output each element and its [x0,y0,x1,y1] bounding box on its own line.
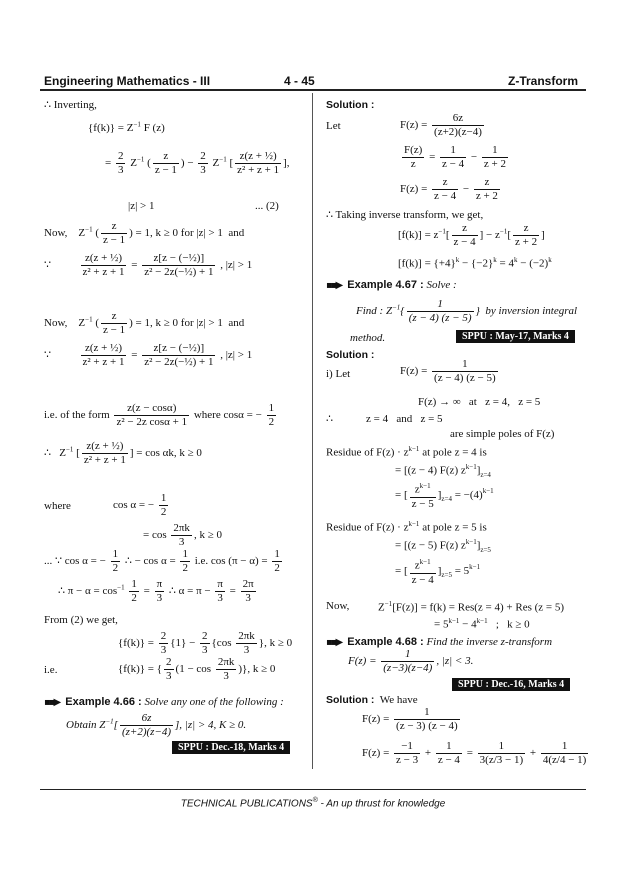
sppu-badge-may-17: SPPU : May-17, Marks 4 [456,330,575,343]
since-line-2: ∵ $\frac{\text{z(z + ½)}}{\text{z² + z + 1}}$ = $\frac{\text{z[z − (−½)]}}{\text{z² − 2z(−½) + 1}}$ , |z| > 1 [44,342,253,368]
sppu-badge-dec-18: SPPU : Dec.-18, Marks 4 [172,741,290,754]
method-text: method. [350,332,386,344]
residue-z4-step2: = [ $\frac{z^{k-1}}{z - 5}$ ]$_{z=4} = -(4)^{k-1}$ [395,482,494,510]
r-eq-fz: F(z) = $\frac{6z}{(z+2)(z-4)}$ [400,112,482,138]
r-eq-inverse-sum: $Z^{-1}[F(z)] = f(k) = Res(z = 4)$ + Res (z = 5) [378,600,565,614]
example-4-68-fz: F(z) = $\frac{1}{(z-3)(z-4)}$ , |z| < 3. [348,648,474,674]
residue-z5-step2: = [ $\frac{z^{k-1}}{z - 4}$ ]$_{z=5} = 5^{k-1}$ [395,558,481,586]
equation-split: = $\frac{2}{3}$ $Z^{-1}$ ( $\frac{z}{z - 1}$ ) − $\frac{2}{3}$ $Z^{-1}$ [ $\frac{\text{z(z + ½)}}{\text{z² + z + 1}}$ ], [105,150,290,176]
pi-alpha-line: ∴ $\pi - \alpha = \cos^{-1}$ $\frac{1}{2}$ = $\frac{\pi}{3}$ ∴ α = π − $\frac{\pi}{3}$ = $\frac{2\pi}{3}$ [58,578,254,604]
solution-heading-2: Solution : [326,349,375,361]
condition-z-gt-1: |z| > 1 [128,200,155,212]
sppu-badge-dec-16: SPPU : Dec.-16, Marks 4 [452,678,570,691]
residue-z4-step1: = [(z − 4) F(z) $z^{k-1}]_{z=4}$ [395,463,491,479]
footer-rule [40,789,586,790]
residue-z4-line: Residue of $F(z) \cdot z^{k-1}$ at pole z = 4 is [326,445,487,459]
chapter-title: Z-Transform [508,74,579,88]
simple-poles-text: are simple poles of F(z) [450,428,555,440]
from-2-line: From (2) we get, [44,614,118,626]
residue-z5-line: Residue of $F(z) \cdot z^{k-1}$ at pole z = 5 is [326,520,487,534]
example-4-66-obtain: Obtain $Z^{-1}$[ $\frac{6z}{(z+2)(z-4)}$ ], |z| > 4, K ≥ 0. [66,712,247,738]
r-eq-fz-2: F(z) = $\frac{1}{(z - 4) (z - 5)}$ [400,358,496,384]
r-eq-fz-over-z: $\frac{F(z)}{z}$ = $\frac{1}{z - 4}$ − $\frac{1}{z + 2}$ [404,144,506,170]
residue-z5-step1: = [(z − 5) F(z) $z^{k-1}]_{z=5}$ [395,538,491,554]
publisher-name: TECHNICAL PUBLICATIONS [180,798,313,810]
cos-alpha-line: cos α = − $\frac{1}{2}$ [113,492,167,518]
example-4-67-find: Find : $Z^{-1}${ $\frac{1}{(z - 4) (z - 5)}$ } by inversion integral [356,298,578,324]
r-eq-fz-3: F(z) = $\frac{1}{(z - 3) (z - 4)}$ [362,706,458,732]
example-4-66: ▪▪▶ Example 4.66 : Solve any one of the following : [44,696,284,708]
equation-fk-inverse [88,120,165,134]
footer [0,797,626,809]
form-line: i.e. of the form $\frac{z(z - \cos\alpha)}{\text{z² − 2z cosα + 1}}$ where cosα = − $\frac{1}{2}$ [44,402,275,428]
now-line-1: Now, $Z^{-1}$ ( $\frac{z}{z - 1}$ ) = 1, k ≥ 0 for |z| > 1 and [44,220,245,246]
equation-number-2: ... (2) [255,200,279,212]
r-eq-poles: ∴ z = 4 and z = 5 [326,413,443,425]
since-line-1: ∵ $\frac{\text{z(z + ½)}}{\text{z² + z + 1}}$ = $\frac{\text{z[z − (−½)]}}{\text{z² − 2z(−½) + 1}}$ , |z| > 1 [44,252,253,278]
equation-text: $\{f(k)\} = Z^{-1}$ F (z) [88,120,165,134]
example-arrow-icon: ▪▪▶ [44,697,60,708]
fk-result-1: {f(k)} = $\frac{2}{3}$ {1} − $\frac{2}{3}$ {cos $\frac{2\pi k}{3}$ }, k ≥ 0 [118,630,293,656]
column-divider [312,93,313,769]
example-arrow-icon: ▪▪▶ [326,637,342,648]
let-label: Let [326,120,341,132]
solution-line-3: Solution : We have [326,694,418,706]
page-number: 4 - 45 [284,74,315,88]
example-arrow-icon: ▪▪▶ [326,280,342,291]
tagline: - An up thrust for knowledge [317,798,446,810]
registered-mark: ® [312,797,318,804]
r-eq-final: = $5^{k-1} - 4^{k-1}$ ; k ≥ 0 [434,617,530,631]
now-label: Now, [326,600,350,612]
r-eq-fk-inverse: $[f(k)] = z^{-1}$[ $\frac{z}{z - 4}$ ] − $z^{-1}$[ $\frac{z}{z + 2}$ ] [398,222,545,248]
solution-heading-1: Solution : [326,99,375,111]
book-title: Engineering Mathematics - III [44,74,211,88]
r-eq-fz-infinity: F(z) → ∞ at z = 4, z = 5 [418,396,541,408]
therefore-line: ∴ $Z^{-1}$ [ $\frac{\text{z(z + ½)}}{\text{z² + z + 1}}$ ] = cos αk, k ≥ 0 [44,440,202,466]
example-4-68: ▪▪▶ Example 4.68 : Find the inverse z-transform [326,636,553,648]
dots-line: ... ∵ cos α = − $\frac{1}{2}$ ∴ − cos α = $\frac{1}{2}$ i.e. cos (π − α) = $\frac{1}{2}$ [44,548,280,574]
cos-2pik-line: = cos $\frac{2\pi k}{3}$ , k ≥ 0 [143,522,222,548]
taking-inverse-line: ∴ Taking inverse transform, we get, [326,209,484,221]
fk-result-2: {f(k)} = { $\frac{2}{3}$ (1 − cos $\frac{2\pi k}{3}$ )}, k ≥ 0 [118,656,276,682]
inverting-text: ∴ Inverting, [44,99,97,111]
r-eq-partial-fractions: F(z) = $\frac{-1}{z - 3}$ + $\frac{1}{z - 4}$ = $\frac{1}{3(z/3 - 1)}$ + $\frac{1}{4(z/4 - 1)}$ [362,740,587,766]
i-let-label: i) Let [326,368,351,380]
ie-label: i.e. [44,664,58,676]
example-4-67: ▪▪▶ Example 4.67 : Solve : [326,279,457,291]
where-label: where [44,500,71,512]
r-eq-fz-split: F(z) = $\frac{z}{z - 4}$ − $\frac{z}{z + 2}$ [400,176,498,202]
header-rule [40,89,586,91]
r-eq-fk-result: $[f(k)] = \{+4\}^k - \{-2\}^k = 4^k - (-2)^k$ [398,256,552,270]
now-line-2: Now, $Z^{-1}$ ( $\frac{z}{z - 1}$ ) = 1, k ≥ 0 for |z| > 1 and [44,310,245,336]
